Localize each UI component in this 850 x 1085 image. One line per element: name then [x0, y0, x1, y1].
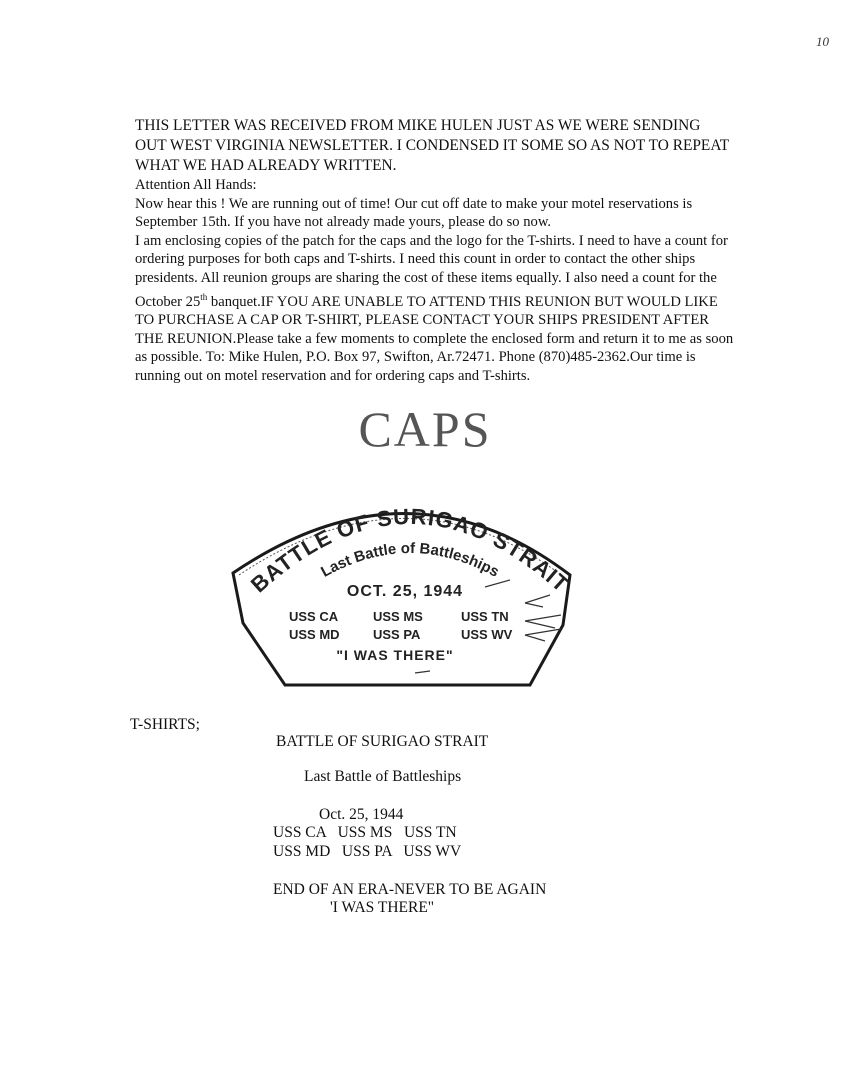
tshirts-label: T-SHIRTS; [130, 716, 200, 733]
letter-intro: THIS LETTER WAS RECEIVED FROM MIKE HULEN JUST AS WE WERE SENDING OUT WEST VIRGINIA NEWSLETTER. I CONDENSED IT SOME SO AS NOT TO REPEAT WHAT WE HAD ALREADY WRITTEN. [135, 117, 729, 174]
ordinal-superscript: th [200, 291, 208, 302]
letter-paragraph-2 [135, 232, 735, 386]
tshirt-line-6: END OF AN ERA-NEVER TO BE AGAIN [273, 881, 547, 898]
tshirt-line-5: USS MD USS PA USS WV [273, 843, 462, 860]
patch-ship-4: USS MD [289, 627, 340, 642]
tshirt-line-2: Last Battle of Battleships [304, 768, 462, 785]
letter-salutation: Attention All Hands: [135, 177, 257, 193]
page-number: 10 [816, 34, 829, 49]
tshirt-line-3: Oct. 25, 1944 [319, 806, 404, 823]
letter-paragraph-2-part-a: I am enclosing copies of the patch for the caps and the logo for the T-shirts. I need to have a count for ordering purposes for both caps and T-shirts. I need this count in order to contact the other ships presidents. All reunion groups are sharing the cost of these items equally. I also need a count for the October 25 [135, 232, 728, 310]
caps-heading: CAPS [358, 401, 492, 457]
patch-ship-2: USS MS [373, 609, 423, 624]
letter-paragraph-1: Now hear this ! We are running out of time! Our cut off date to make your motel reservations is September 15th. If you have not already made yours, please do so now. [135, 195, 693, 231]
patch-ship-6: USS WV [461, 627, 513, 642]
tshirt-line-4: USS CA USS MS USS TN [273, 824, 457, 841]
patch-ship-3: USS TN [461, 609, 509, 624]
tshirt-line-1: BATTLE OF SURIGAO STRAIT [276, 733, 489, 750]
patch-date: OCT. 25, 1944 [346, 583, 464, 600]
patch-arc-subtitle: Last Battle of Battleships [318, 539, 502, 581]
patch-arc-title: BATTLE OF SURIGAO STRAIT [245, 503, 575, 598]
letter-body [135, 116, 735, 385]
patch-ship-1: USS CA [289, 609, 339, 624]
svg-text:Last Battle of Battleships [318, 540, 502, 581]
patch-motto: "I WAS THERE" [336, 647, 454, 663]
cap-patch-emblem [225, 495, 595, 690]
tshirt-line-7: 'I WAS THERE" [330, 899, 435, 916]
letter-paragraph-2-part-b: banquet.IF YOU ARE UNABLE TO ATTEND THIS REUNION BUT WOULD LIKE TO PURCHASE A CAP OR T-SHIRT, PLEASE CONTACT YOUR SHIPS PRESIDENT AFTER THE REUNION.Please take a few moments to complete the enclosed form and return it to me as soon as possible. To: Mike Hulen, P.O. Box 97, Swifton, Ar.72471. Phone (870)485-2362.Our time is running out on motel reservation and for ordering caps and T-shirts. [135, 293, 734, 384]
patch-ship-5: USS PA [373, 627, 421, 642]
